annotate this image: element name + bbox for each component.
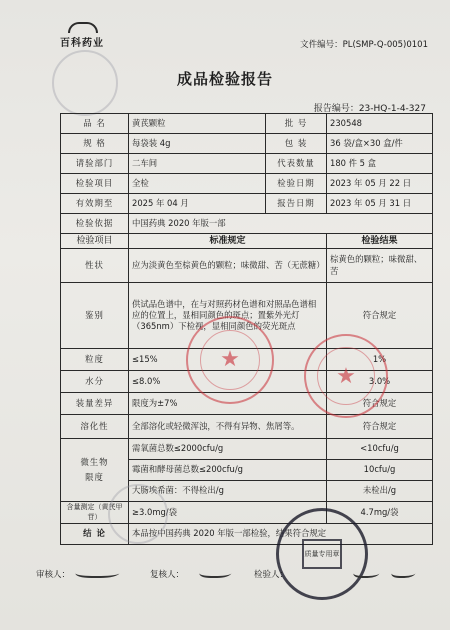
logo-text: 百科药业 [60, 38, 104, 49]
results-header-row [61, 234, 433, 249]
report-number: 报告编号：23-HQ-1-4-327 [313, 104, 426, 114]
info-row-spec [61, 134, 433, 154]
result-item: 粒度 [61, 349, 129, 371]
item-value: 全检 [129, 174, 266, 194]
micro-standard: 大肠埃希菌：不得检出/g [129, 481, 327, 502]
result-item: 性状 [61, 249, 129, 283]
assay-result: 4.7mg/袋 [327, 502, 433, 524]
spec-value: 每袋装 4g [129, 134, 266, 154]
result-item: 鉴别 [61, 283, 129, 349]
batch-value: 230548 [327, 114, 433, 134]
expiry-label: 有效期至 [61, 194, 129, 214]
report-date-label: 报告日期 [266, 194, 327, 214]
dept-value: 二车间 [129, 154, 266, 174]
info-row-basis [61, 214, 433, 234]
logo-arc-icon [68, 22, 98, 33]
col-standard-header: 标准规定 [129, 234, 327, 249]
micro-standard: 霉菌和酵母菌总数≤200cfu/g [129, 460, 327, 481]
spec-label: 规 格 [61, 134, 129, 154]
result-value: 1% [327, 349, 433, 371]
micro-row [61, 439, 433, 460]
info-row-item [61, 174, 433, 194]
page-title: 成品检验报告 [176, 70, 273, 88]
basis-value: 中国药典 2020 年版一部 [129, 214, 433, 234]
micro-label-line1: 微生物 [80, 456, 109, 467]
result-item: 水分 [61, 371, 129, 393]
result-standard: 应为淡黄色至棕黄色的颗粒；味微甜、苦（无蔗糖） [129, 249, 327, 283]
quality-seal-label: 质量专用章 [302, 539, 342, 569]
col-result-header: 检验结果 [327, 234, 433, 249]
result-standard: ≤15% [129, 349, 327, 371]
micro-result: 10cfu/g [327, 460, 433, 481]
result-standard: 全部溶化或轻微浑浊，不得有异物、焦屑等。 [129, 415, 327, 439]
inspector-label: 检验人： [254, 570, 289, 580]
assay-item: 含量测定（黄芪甲苷） [61, 502, 129, 524]
result-item: 装量差异 [61, 393, 129, 415]
micro-result: 未检出/g [327, 481, 433, 502]
batch-label: 批 号 [266, 114, 327, 134]
basis-label: 检验依据 [61, 214, 129, 234]
rechecker-label: 复核人： [150, 570, 185, 580]
test-date-label: 检验日期 [266, 174, 327, 194]
micro-label-line2: 限度 [85, 472, 104, 483]
micro-standard: 需氧菌总数≤2000cfu/g [129, 439, 327, 460]
sample-value: 180 件 5 盒 [327, 154, 433, 174]
inspection-red-stamp-icon: ★ [304, 334, 388, 418]
dept-label: 请验部门 [61, 154, 129, 174]
faint-stamp-icon [108, 484, 168, 544]
result-standard: ≤8.0% [129, 371, 327, 393]
faint-stamp-icon [52, 50, 118, 116]
info-row-dept [61, 154, 433, 174]
result-value: 棕黄色的颗粒；味微甜、苦 [327, 249, 433, 283]
company-red-stamp-icon: ★ [186, 316, 274, 404]
result-row [61, 415, 433, 439]
assay-standard: ≥3.0mg/袋 [129, 502, 327, 524]
reviewer-signature-icon [74, 566, 122, 578]
product-value: 黄芪颗粒 [129, 114, 266, 134]
reviewer-label: 审核人： [36, 570, 71, 580]
pack-label: 包 装 [266, 134, 327, 154]
result-value: 3.0% [327, 371, 433, 393]
conclusion-value: 本品按中国药典 2020 年版一部检验，结果符合规定 [129, 524, 433, 545]
test-date-value: 2023 年 05 月 22 日 [327, 174, 433, 194]
result-standard: 供试品色谱中，在与对照药材色谱和对照品色谱相应的位置上，显相同颜色的斑点；置紫外光灯（365nm）下检视，显相同颜色的荧光斑点 [129, 283, 327, 349]
report-date-value: 2023 年 05 月 31 日 [327, 194, 433, 214]
inspector-signature-icon [352, 566, 382, 578]
quality-seal-icon [276, 508, 368, 600]
result-row [61, 249, 433, 283]
result-standard: 限度为±7% [129, 393, 327, 415]
file-number: 文件编号：PL(SMP-Q-005)0101 [300, 40, 428, 50]
result-value: 符合规定 [327, 283, 433, 349]
result-value: 符合规定 [327, 415, 433, 439]
micro-result: <10cfu/g [327, 439, 433, 460]
inspector-signature-icon [390, 566, 418, 578]
sample-label: 代表数量 [266, 154, 327, 174]
info-row-expiry [61, 194, 433, 214]
result-value: 符合规定 [327, 393, 433, 415]
info-row-product [61, 114, 433, 134]
product-label: 品 名 [61, 114, 129, 134]
item-label: 检验项目 [61, 174, 129, 194]
result-item: 溶化性 [61, 415, 129, 439]
conclusion-label: 结 论 [61, 524, 129, 545]
rechecker-signature-icon [198, 566, 234, 578]
company-logo [60, 22, 104, 49]
col-item-header: 检验项目 [61, 234, 129, 249]
pack-value: 36 袋/盒×30 盒/件 [327, 134, 433, 154]
expiry-value: 2025 年 04 月 [129, 194, 266, 214]
